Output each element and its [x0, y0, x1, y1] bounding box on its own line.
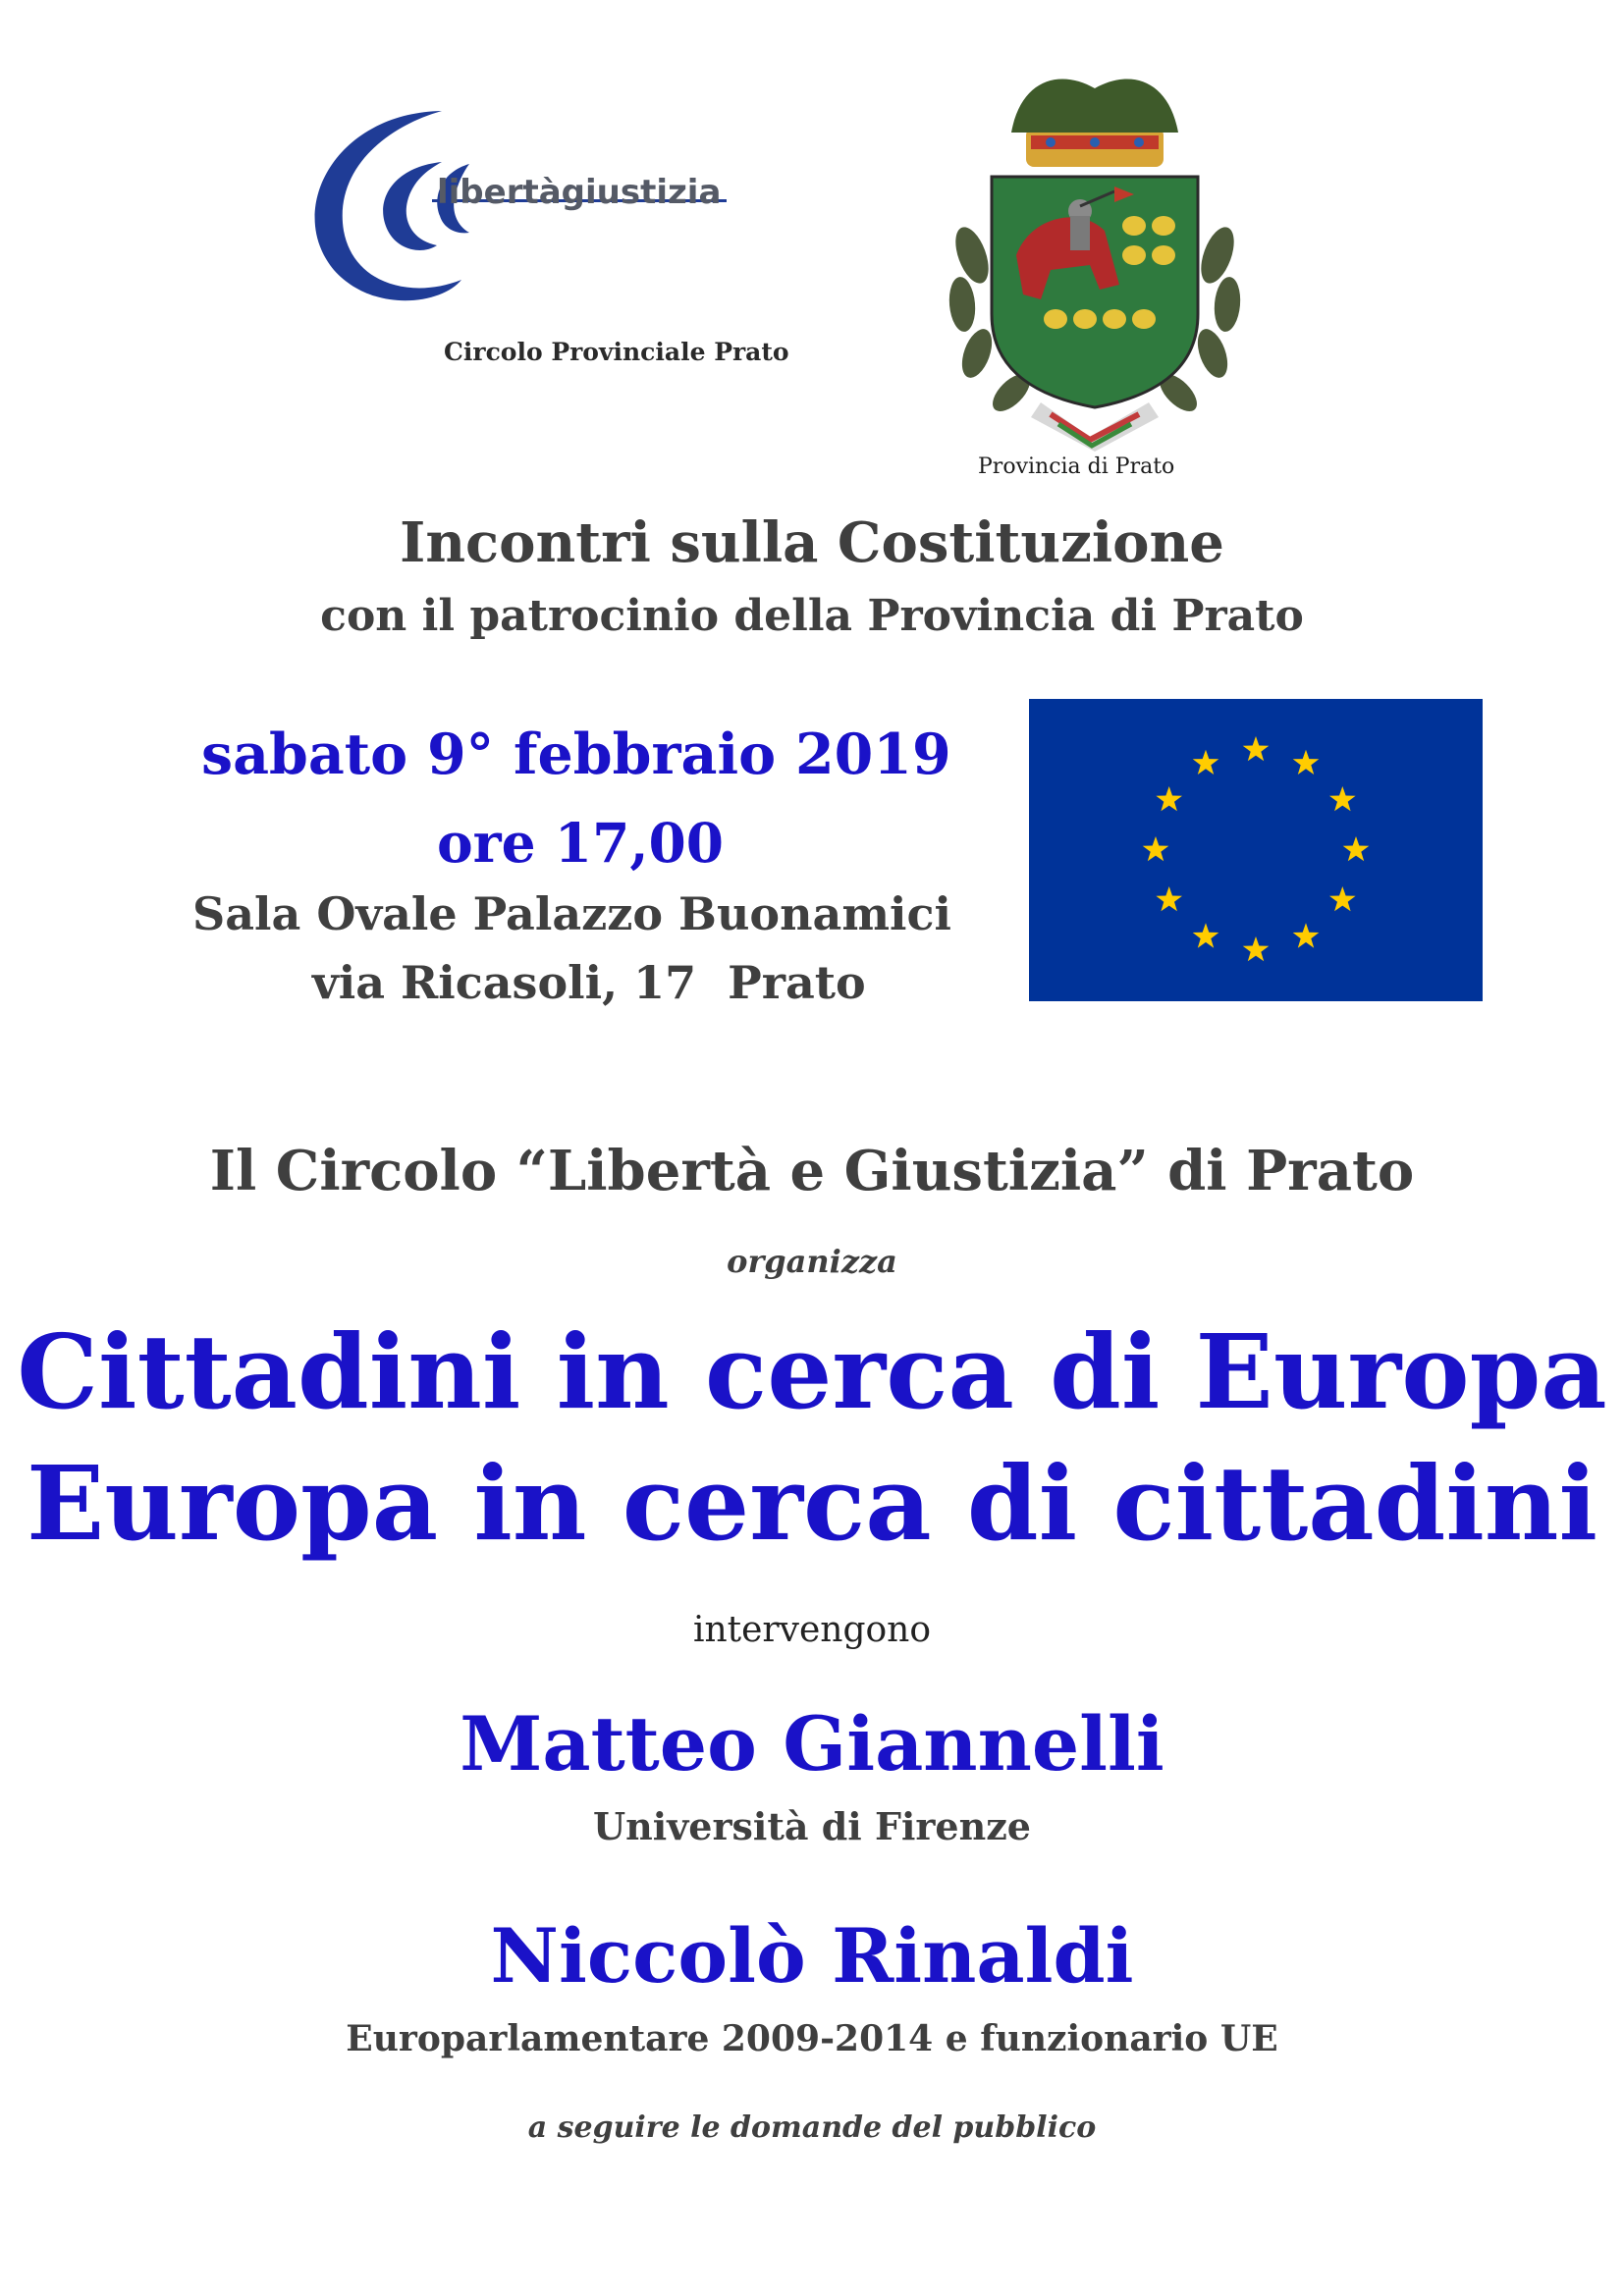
event-venue: Sala Ovale Palazzo Buonamici: [192, 887, 951, 940]
speaker-name: Niccolò Rinaldi: [490, 1912, 1134, 2000]
event-time: ore 17,00: [437, 811, 725, 875]
event-date: sabato 9° febbraio 2019: [201, 721, 951, 787]
liberta-giustizia-wordmark: libertàgiustizia: [437, 173, 722, 212]
circolo-label: Circolo Provinciale Prato: [444, 338, 789, 366]
talk-title-line-1: Cittadini in cerca di Europa: [17, 1311, 1607, 1432]
event-address: via Ricasoli, 17 Prato: [312, 956, 866, 1009]
talk-title-line-2: Europa in cerca di cittadini: [27, 1443, 1597, 1564]
speaker-affiliation: Università di Firenze: [593, 1804, 1031, 1848]
eu-flag-icon: [1029, 699, 1483, 1001]
footer-note: a seguire le domande del pubblico: [527, 2110, 1097, 2145]
speaker-affiliation: Europarlamentare 2009-2014 e funzionario UE: [346, 2018, 1278, 2059]
organizer-line: Il Circolo “Libertà e Giustizia” di Prato: [209, 1139, 1415, 1203]
provincia-prato-coat-of-arms-icon: [933, 59, 1257, 461]
patronage-subtitle: con il patrocinio della Provincia di Prato: [320, 591, 1304, 641]
organizer-verb: organizza: [727, 1243, 897, 1280]
speakers-intro: intervengono: [692, 1610, 932, 1650]
speaker-name: Matteo Giannelli: [460, 1700, 1164, 1788]
series-title: Incontri sulla Costituzione: [400, 510, 1224, 575]
coat-of-arms-label: Provincia di Prato: [978, 454, 1175, 479]
